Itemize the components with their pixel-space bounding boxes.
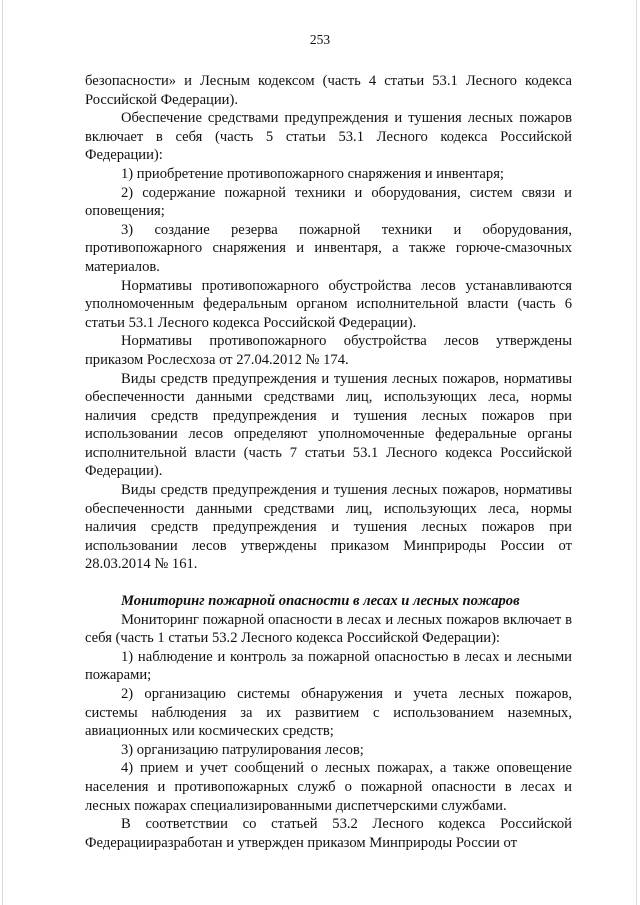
paragraph: Нормативы противопожарного обустройства лесов утверждены приказом Рослесхоза от 27.04.2012 № 174. bbox=[85, 333, 572, 368]
paragraph: Нормативы противопожарного обустройства лесов устанавливаются уполномоченным федеральным органом исполнительной власти (часть 6 статьи 53.1 Лесного кодекса Российской Федерации). bbox=[85, 277, 572, 331]
paragraph: Виды средств предупреждения и тушения лесных пожаров, нормативы обеспеченности данными средствами лиц, использующих леса, нормы наличия средств предупреждения и тушения лесных пожаров при использовании лесов определяют уполномоченные федеральные органы исполнительной власти (часть 7 статьи 53.1 Лесного кодекса Российской Федерации). bbox=[85, 370, 572, 480]
page-number: 253 bbox=[309, 32, 331, 47]
paragraph: Обеспечение средствами предупреждения и тушения лесных пожаров включает в себя (часть 5 статьи 53.1 Лесного кодекса Российской Федерации): bbox=[85, 110, 572, 164]
paragraph: Мониторинг пожарной опасности в лесах и лесных пожаров включает в себя (часть 1 статьи 53.2 Лесного кодекса Российской Федерации): bbox=[85, 611, 572, 647]
list-item: 3) организацию патрулирования лесов; bbox=[121, 741, 364, 758]
document-body bbox=[85, 72, 572, 852]
section-heading: Мониторинг пожарной опасности в лесах и лесных пожаров bbox=[121, 593, 520, 610]
paragraph-continuation: безопасности» и Лесным кодексом (часть 4 статьи 53.1 Лесного кодекса Российской Федерации). bbox=[85, 73, 572, 108]
list-item: 4) прием и учет сообщений о лесных пожарах, а также оповещение населения и противопожарных служб о пожарной опасности в лесах и лесных пожарах специализированными диспетчерскими службами. bbox=[85, 760, 572, 814]
paragraph: Виды средств предупреждения и тушения лесных пожаров, нормативы обеспеченности данными средствами лиц, использующих леса, нормы наличия средств предупреждения и тушения лесных пожаров при использовании лесов утверждены приказом Минприроды России от 28.03.2014 № 161. bbox=[85, 482, 572, 573]
list-item: 1) наблюдение и контроль за пожарной опасностью в лесах и лесными пожарами; bbox=[85, 648, 572, 684]
list-item: 2) организацию системы обнаружения и учета лесных пожаров, системы наблюдения за их развитием с использованием наземных, авиационных или космических средств; bbox=[85, 686, 572, 740]
page-edge-right bbox=[636, 0, 637, 905]
page-edge-left bbox=[2, 0, 3, 905]
paragraph: В соответствии со статьей 53.2 Лесного кодекса Российской Федерацииразработан и утвержден приказом Минприроды России от bbox=[85, 816, 572, 851]
list-item: 3) создание резерва пожарной техники и оборудования, противопожарного снаряжения и инвентаря, а также горюче-смазочных материалов. bbox=[85, 221, 572, 275]
list-item: 2) содержание пожарной техники и оборудования, систем связи и оповещения; bbox=[85, 184, 572, 220]
list-item: 1) приобретение противопожарного снаряжения и инвентаря; bbox=[121, 165, 504, 182]
